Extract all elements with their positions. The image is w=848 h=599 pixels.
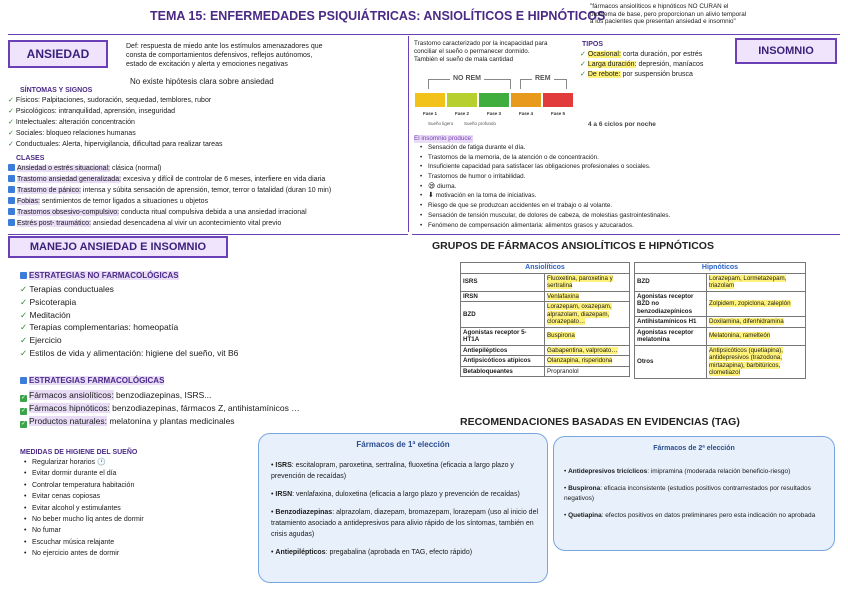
list-item: • Escuchar música relajante: [32, 537, 144, 548]
list-item: ✓ Fármacos hipnóticos: benzodiazepinas, fármacos Z, antihistamínicos …: [20, 403, 300, 414]
divider: [8, 34, 840, 35]
sleepy-face-icon: 😪: [428, 182, 436, 190]
list-item: • Trastornos de la memoria, de la atención o de concentración.: [428, 154, 670, 164]
insomnio-label: INSOMNIO: [735, 38, 837, 64]
no-farm-title: ESTRATEGIAS NO FARMACOLÓGICAS: [20, 271, 179, 280]
list-item: ✓ Sociales: bloqueo relaciones humanas: [8, 130, 136, 137]
list-item: • Insuficiente capacidad para satisfacer las obligaciones profesionales o sociales.: [428, 163, 670, 173]
list-item: • Regularizar horarios 🕐: [32, 457, 144, 468]
list-item: • Antidepresivos tricíclicos: imipramina (moderada relación beneficio-riesgo): [564, 468, 791, 475]
sintomas-title: SÍNTOMAS Y SIGNOS: [20, 87, 93, 94]
table-row: Antipsicóticos atípicos Olanzapina, risperidona: [461, 356, 630, 367]
list-item: • Antiepilépticos: pregabalina (aprobada en TAG, efecto rápido): [271, 549, 473, 556]
list-item: ✓ Fármacos ansiolíticos: benzodiazepinas, ISRS...: [20, 390, 212, 401]
segunda-eleccion-box: [553, 436, 835, 551]
table-row: Betabloqueantes Propranolol: [461, 366, 630, 377]
phase-segment: [478, 92, 510, 108]
list-item: Trastorno de pánico: intensa y súbita sensación de aprensión, temor, terror o fatalidad (duran 10 min): [8, 186, 331, 197]
hipnoticos-table: [634, 262, 806, 379]
phase-labels: [414, 111, 574, 116]
table-header: Hipnóticos: [635, 263, 806, 274]
list-item: ✓ Ocasional: corta duración, por estrés: [580, 51, 703, 58]
phase-segment: [446, 92, 478, 108]
segunda-title: Fármacos de 2ª elección: [653, 445, 735, 452]
divider: [520, 79, 521, 89]
phase-bar: [414, 92, 574, 108]
table-row: Agonistas receptor BZD no benzodiazepínicos Zolpidem, zopiclona, zaleplón: [635, 291, 806, 317]
list-item: • IRSN: venlafaxina, duloxetina (eficacia a largo plazo y prevención de recaídas): [271, 491, 520, 498]
cycles-label: 4 a 6 ciclos por noche: [588, 121, 656, 128]
list-item: • Fenómeno de compensación alimentaria: alimentos grasos y azucarados.: [428, 222, 670, 232]
list-item: • Buspirona: eficacia inconsistente (estudios positivos contrarrestados por resultados negativos): [564, 484, 811, 502]
list-item: Estrés post- traumático: ansiedad desencadena al vivir un acontecimiento vital previo: [8, 219, 331, 230]
list-item: Trastorno ansiedad generalizada: excesiva y difícil de controlar de 6 meses, interfiere en vida diaria: [8, 175, 331, 186]
divider: [428, 79, 429, 89]
list-item: • Evitar alcohol y estimulantes: [32, 503, 144, 514]
list-item: ✓ Conductuales: Alerta, hipervigilancia, dificultad para realizar tareas: [8, 141, 223, 148]
tipos-title: TIPOS: [582, 41, 604, 48]
farm-title: ESTRATEGIAS FARMACOLÓGICAS: [20, 376, 164, 385]
list-item: ✓ Intelectuales: alteración concentración: [8, 119, 135, 126]
primera-eleccion-box: [258, 433, 548, 583]
farm-list: [20, 389, 300, 428]
phase-label: Fase 4: [518, 111, 533, 116]
list-item: Trastornos obsesivo-compulsivo: conducta ritual compulsiva debida a una ansiedad irracional: [8, 208, 331, 219]
produce-list: [428, 144, 670, 231]
list-item: • Riesgo de que se produzcan accidentes en el trabajo o al volante.: [428, 202, 670, 212]
list-item: • Quetiapina: efectos positivos en datos preliminares pero esta indicación no aprobada: [564, 511, 816, 519]
higiene-list: [32, 457, 144, 560]
list-item: • No beber mucho líq antes de dormir: [32, 514, 144, 525]
segunda-list: [564, 467, 829, 521]
sintomas-list: [8, 96, 222, 151]
list-item: • Evitar cenas copiosas: [32, 491, 144, 502]
table-row: IRSN Venlafaxina: [461, 291, 630, 302]
grupos-title: GRUPOS DE FÁRMACOS ANSIOLÍTICOS E HIPNÓTICOS: [432, 240, 714, 252]
list-item: ✓ Psicológicos: intranquilidad, aprensión, inseguridad: [8, 108, 175, 115]
primera-title: Fármacos de 1ª elección: [356, 440, 450, 449]
divider: [412, 234, 840, 235]
list-item: • Benzodiazepinas: alprazolam, diazepam, bromazepam, lorazepam (uso al inicio del tratamiento asociado a antidepresivos para alivio rápido de los síntomas, también en crisis agudas): [271, 509, 539, 538]
list-item: • ISRS: escitalopram, paroxetina, sertralina, fluoxetina (eficacia a largo plazo y prevención de recaídas): [271, 462, 514, 480]
ansiedad-definition: Def: respuesta de miedo ante los estímulos amenazadores que consta de comportamientos defensivos, reflejos autónomos, estado de excitación y alerta y emociones negativas: [126, 43, 323, 68]
produce-title: El insomnio produce:: [414, 135, 473, 142]
sleep-phase-diagram: [414, 76, 574, 132]
list-item: • No ejercicio antes de dormir: [32, 548, 144, 559]
higiene-title: MEDIDAS DE HIGIENE DEL SUEÑO: [20, 449, 138, 456]
list-item: • Trastornos de humor o irritabilidad.: [428, 173, 670, 183]
recom-title: RECOMENDACIONES BASADAS EN EVIDENCIAS (TAG): [460, 416, 740, 428]
list-item: • No fumar: [32, 525, 144, 536]
divider: [566, 79, 567, 89]
clases-list: [8, 164, 331, 230]
list-item: ✓ Ejercicio: [20, 335, 62, 346]
list-item: ✓ Estilos de vida y alimentación: higiene del sueño, vit B6: [20, 347, 239, 358]
phase-segment: [414, 92, 446, 108]
table-row: BZD Lorazepam, Lormetazepam, triazolam: [635, 273, 806, 291]
table-row: Antiepilépticos Gabapentina, valproato…: [461, 345, 630, 356]
list-item: Ansiedad o estrés situacional: clásica (normal): [8, 164, 331, 175]
table-row: Antihistamínicos H1 Doxilamina, difenhidramina: [635, 317, 806, 328]
list-item: • ⬇ motivación en la toma de iniciativas.: [428, 192, 670, 202]
list-item: • 😪 diurna.: [428, 183, 670, 193]
manejo-label: MANEJO ANSIEDAD E INSOMNIO: [8, 236, 228, 258]
phase-label: Fase 1: [422, 111, 437, 116]
divider: [408, 36, 409, 232]
phase-label: Fase 3: [486, 111, 501, 116]
table-header: Ansiolíticos: [461, 263, 630, 274]
page-title: TEMA 15: ENFERMEDADES PSIQUIÁTRICAS: ANSIOLÍTICOS E HIPNÓTICOS: [150, 9, 606, 23]
list-item: ✓ Físicos: Palpitaciones, sudoración, sequedad, temblores, rubor: [8, 97, 212, 104]
primera-list: [271, 460, 541, 558]
list-item: • Sensación de tensión muscular, de dolores de cabeza, de molestias gastrointestinales.: [428, 212, 670, 222]
table-row: ISRS Fluoxetina, paroxetina y sertralina: [461, 273, 630, 291]
divider: [510, 79, 511, 89]
phase-segment: [510, 92, 542, 108]
list-item: • Evitar dormir durante el día: [32, 468, 144, 479]
table-row: Agonistas receptor melatonina Melatonina, ramelteón: [635, 327, 806, 345]
table-row: Otros Antipsicóticos (quetiapina), antidepresivos (trazodona, mirtazapina), barbitúricos, clometiazol: [635, 345, 806, 378]
list-item: • Sensación de fatiga durante el día.: [428, 144, 670, 154]
clock-icon: 🕐: [96, 459, 106, 466]
list-item: • Controlar temperatura habitación: [32, 480, 144, 491]
down-arrow-icon: ⬇: [428, 192, 434, 200]
divider: [8, 234, 408, 235]
clases-title: CLASES: [16, 155, 45, 162]
table-row: BZD Lorazepam, oxazepam, alprazolam, diazepam, clorazepato…: [461, 302, 630, 328]
phase-label: Fase 2: [454, 111, 469, 116]
list-item: ✓ Meditación: [20, 309, 71, 320]
list-item: Fobias: sentimientos de temor ligados a situaciones u objetos: [8, 197, 331, 208]
light-sleep-label: Sueño ligero: [428, 121, 454, 126]
no-farm-list: [20, 283, 238, 360]
list-item: ✓ Psicoterapia: [20, 296, 77, 307]
ansiedad-hypothesis: No existe hipótesis clara sobre ansiedad: [130, 77, 274, 86]
ansioliticos-table: [460, 262, 630, 377]
phase-label: Fase 5: [550, 111, 565, 116]
list-item: ✓ Terapias conductuales: [20, 284, 114, 294]
phase-segment: [542, 92, 574, 108]
norem-label: NO REM: [450, 75, 484, 82]
list-item: ✓ Terapias complementarias: homeopatía: [20, 322, 179, 333]
ansiedad-label: ANSIEDAD: [8, 40, 108, 68]
header-note: "fármacos ansiolíticos e hipnóticos NO CURAN el problema de base, pero proporcionan un alivio temporal a los pacientes que presentan ansiedad e insomnio": [590, 3, 747, 25]
list-item: ✓ Productos naturales: melatonina y plantas medicinales: [20, 416, 235, 427]
table-row: Agonistas receptor 5-HT1A Buspirona: [461, 327, 630, 345]
list-item: ✓ De rebote: por suspensión brusca: [580, 71, 693, 78]
list-item: ✓ Larga duración: depresión, maníacos: [580, 61, 704, 68]
insomnio-intro: Trastorno caracterizado por la incapacidad para conciliar el sueño o permanecer dormido. También el sueño de mala cantidad: [414, 40, 548, 63]
tipos-list: [580, 50, 703, 80]
deep-sleep-label: Sueño profundo: [464, 121, 497, 126]
rem-label: REM: [532, 75, 554, 82]
